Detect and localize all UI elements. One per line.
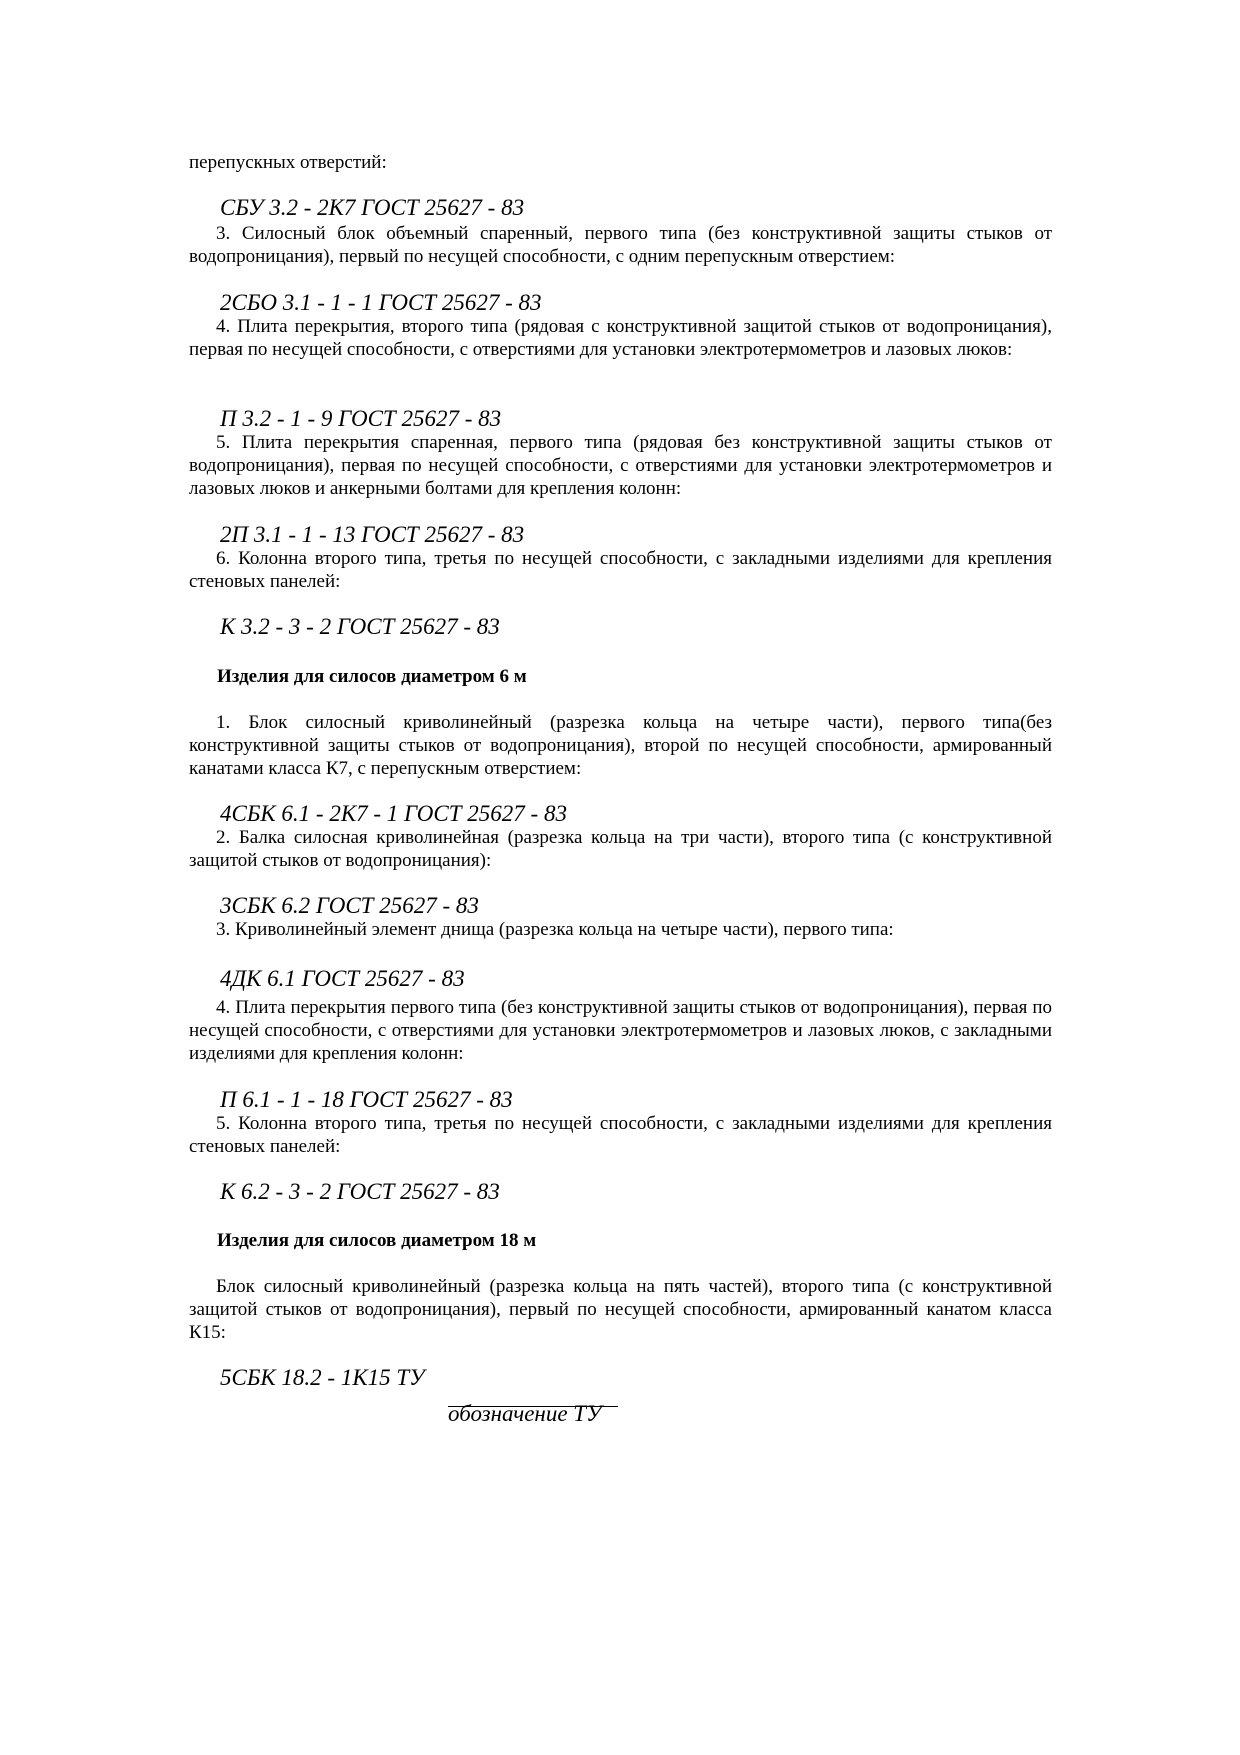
designation-k-6-2: К 6.2 - 3 - 2 ГОСТ 25627 - 83 [220, 1179, 500, 1204]
designation-4sbk-6-1: 4СБК 6.1 - 2К7 - 1 ГОСТ 25627 - 83 [220, 801, 567, 826]
designation-p-3-2: П 3.2 - 1 - 9 ГОСТ 25627 - 83 [220, 406, 502, 431]
item-5-floor-slab-paired: 5. Плита перекрытия спаренная, первого типа (рядовая без конструктивной защиты стыков от водопроницания), первая по несущей способности, с отверстиями для установки электротермометров и лазовых люков и анкерными болтами для крепления колонн: [189, 432, 1052, 499]
designation-sbu-3-2: СБУ 3.2 - 2К7 ГОСТ 25627 - 83 [220, 195, 525, 220]
item-5-column-6m: 5. Колонна второго типа, третья по несущей способности, с закладными изделиями для крепления стеновых панелей: [189, 1113, 1052, 1157]
designation-3sbk-6-2: 3СБК 6.2 ГОСТ 25627 - 83 [220, 893, 479, 918]
item-2-curved-beam: 2. Балка силосная криволинейная (разрезка кольца на три части), второго типа (с конструктивной защитой стыков от водопроницания): [189, 827, 1052, 871]
item-4-floor-slab: 4. Плита перекрытия, второго типа (рядовая с конструктивной защитой стыков от водопроницания), первая по несущей способности, с отверстиями для установки электротермометров и лазовых люков: [189, 316, 1052, 360]
designation-4dk-6-1: 4ДК 6.1 ГОСТ 25627 - 83 [220, 966, 465, 991]
item-3-silo-block-volumetric: 3. Силосный блок объемный спаренный, первого типа (без конструктивной защиты стыков от водопроницания), первый по несущей способности, с одним перепускным отверстием: [189, 223, 1052, 267]
designation-k-3-2: К 3.2 - 3 - 2 ГОСТ 25627 - 83 [220, 614, 500, 639]
item-4-floor-slab-6m: 4. Плита перекрытия первого типа (без конструктивной защиты стыков от водопроницания), первая по несущей способности, с отверстиями для установки электротермометров и лазовых люков, с закладными изделиями для крепления колонн: [189, 997, 1052, 1064]
intro-fragment: перепускных отверстий: [189, 152, 387, 173]
section-heading-18m: Изделия для силосов диаметром 18 м [217, 1230, 537, 1251]
item-1-curved-block: 1. Блок силосный криволинейный (разрезка кольца на четыре части), первого типа(без конструктивной защиты стыков от водопроницания), второй по несущей способности, армированный канатами класса К7, с перепускным отверстием: [189, 712, 1052, 779]
designation-5sbk-18-2: 5СБК 18.2 - 1К15 ТУ [220, 1365, 425, 1390]
tu-designation-label: обозначение ТУ [448, 1401, 602, 1426]
designation-p-6-1: П 6.1 - 1 - 18 ГОСТ 25627 - 83 [220, 1087, 513, 1112]
item-curved-block-18m: Блок силосный криволинейный (разрезка кольца на пять частей), второго типа (с конструктивной защитой стыков от водопроницания), первый по несущей способности, армированный канатом класса К15: [189, 1276, 1052, 1343]
section-heading-6m: Изделия для силосов диаметром 6 м [217, 666, 527, 687]
item-6-column: 6. Колонна второго типа, третья по несущей способности, с закладными изделиями для крепления стеновых панелей: [189, 548, 1052, 592]
designation-2sbo-3-1: 2СБО 3.1 - 1 - 1 ГОСТ 25627 - 83 [220, 290, 542, 315]
designation-2p-3-1: 2П 3.1 - 1 - 13 ГОСТ 25627 - 83 [220, 522, 525, 547]
item-3-bottom-element: 3. Криволинейный элемент днища (разрезка кольца на четыре части), первого типа: [216, 919, 894, 940]
